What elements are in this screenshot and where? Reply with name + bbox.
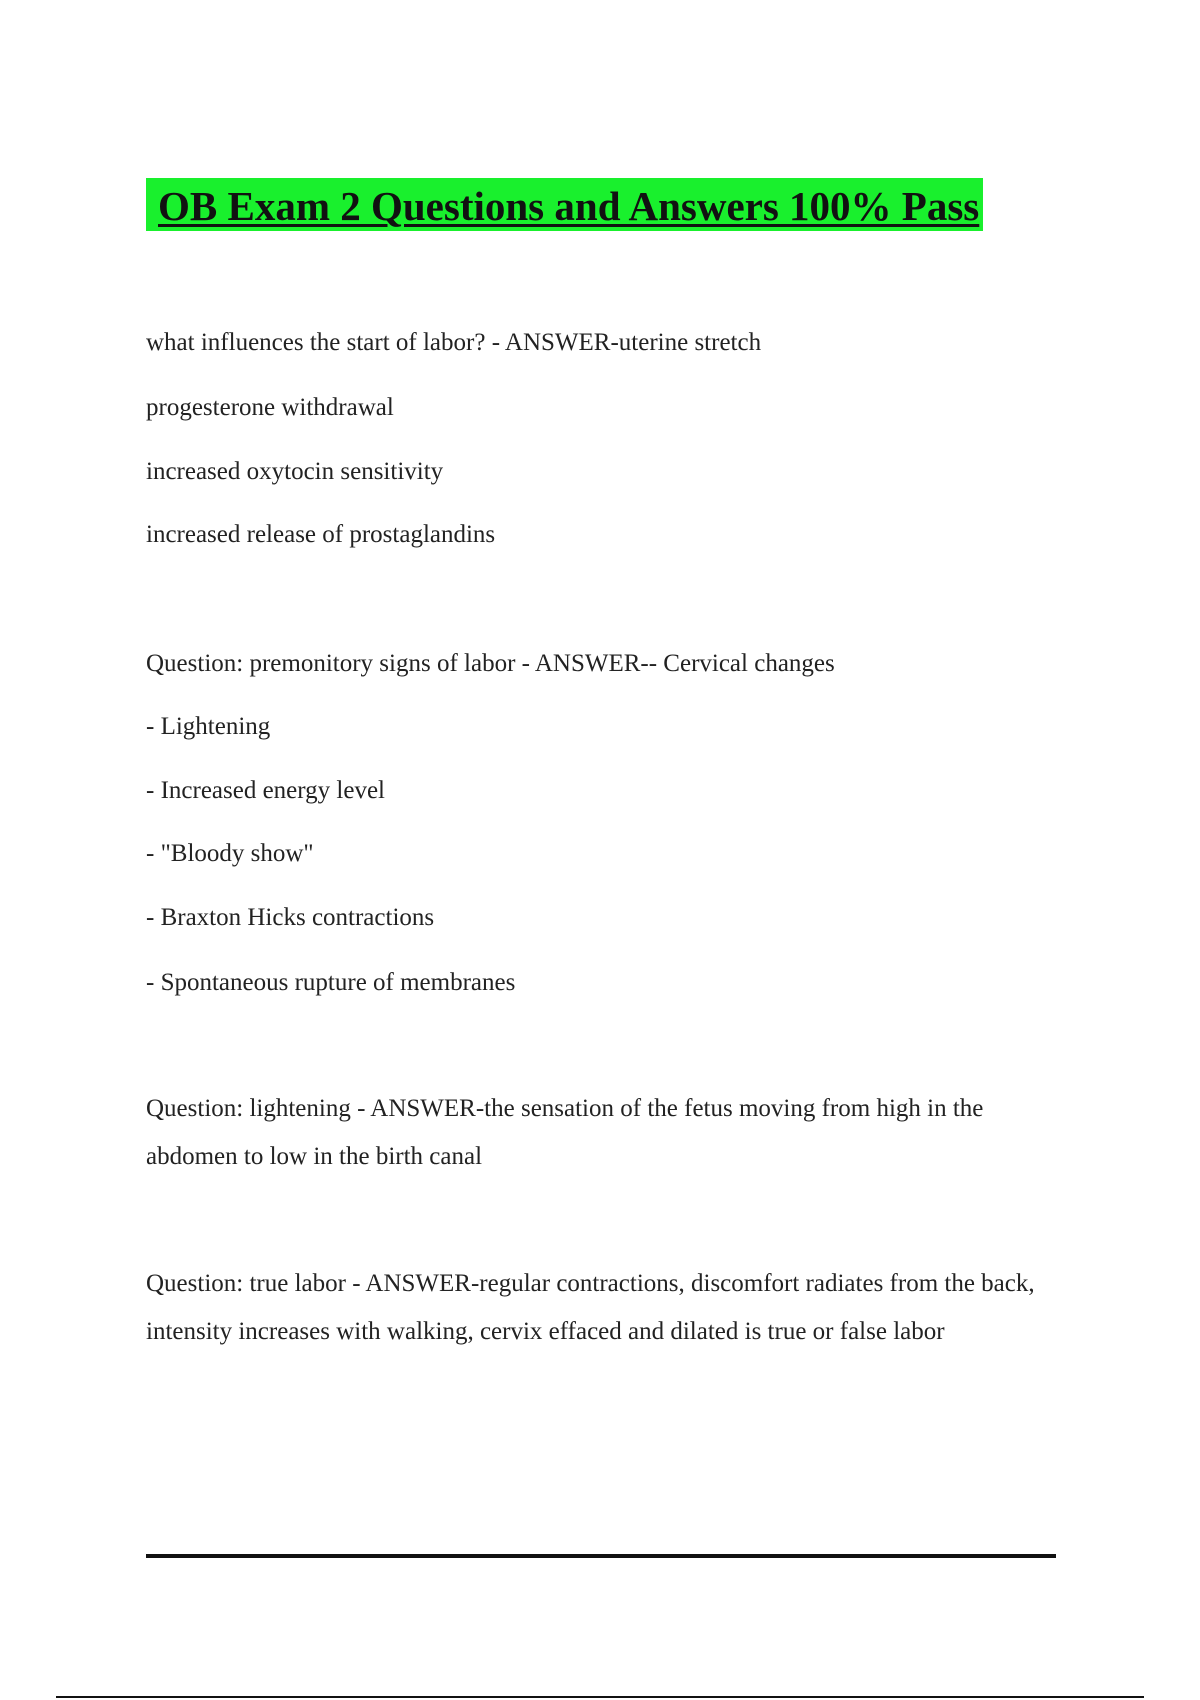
qa1-line-1: what influences the start of labor? - ANSWER-uterine stretch (146, 329, 762, 356)
qa2-line-3: - Increased energy level (146, 777, 385, 804)
qa1-line-3: increased oxytocin sensitivity (146, 458, 444, 485)
title-block (146, 178, 983, 231)
qa4-paragraph: Question: true labor - ANSWER-regular contractions, discomfort radiates from the back, intensity increases with walking, cervix effaced and dilated is true or false labor (146, 1270, 1035, 1345)
qa2-line-1: Question: premonitory signs of labor - ANSWER-- Cervical changes (146, 650, 835, 677)
qa2-line-2: - Lightening (146, 713, 271, 740)
qa2-line-6: - Spontaneous rupture of membranes (146, 969, 516, 996)
section-divider (146, 1554, 1056, 1558)
page-bottom-rule (56, 1696, 1144, 1698)
qa2-line-4: - "Bloody show" (146, 840, 314, 867)
document-title: OB Exam 2 Questions and Answers 100% Pass (146, 178, 983, 231)
qa1-line-4: increased release of prostaglandins (146, 521, 496, 548)
qa2-line-5: - Braxton Hicks contractions (146, 904, 435, 931)
qa3-paragraph: Question: lightening - ANSWER-the sensation of the fetus moving from high in the abdomen to low in the birth canal (146, 1095, 984, 1170)
qa1-line-2: progesterone withdrawal (146, 394, 394, 421)
